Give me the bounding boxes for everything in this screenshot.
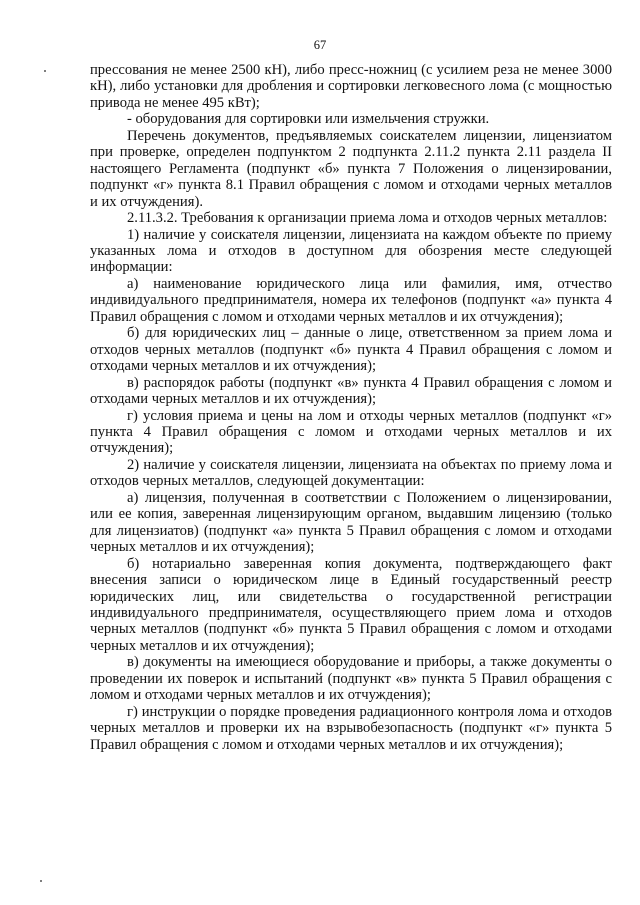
paragraph-item-1b: б) для юридических лиц – данные о лице, ответственном за прием лома и отходов черных металлов (подпункт «б» пункта 4 Правил обращения с ломом и отходами черных металлов и их отчуждения);	[90, 325, 612, 375]
page-number: 67	[313, 38, 327, 52]
paragraph-item-1a: а) наименование юридического лица или фамилия, имя, отчество индивидуального предпринимателя, номера их телефонов (подпункт «а» пункта 4 Правил обращения с ломом и отходами черных металлов и их отчуждения);	[90, 275, 612, 325]
paragraph-shavings-equipment: - оборудования для сортировки или измельчения стружки.	[127, 111, 490, 128]
paragraph-continuation: прессования не менее 2500 кН), либо пресс-ножниц (с усилием реза не менее 3000 кН), либо установки для дробления и сортировки легковесного лома (с мощностью привода не менее 495 кВт);	[90, 62, 612, 111]
paragraph-item-2v: в) документы на имеющиеся оборудование и приборы, а также документы о проведении их поверок и испытаний (подпункт «в» пункта 5 Правил обращения с ломом и отходами черных металлов и их отчуждения);	[90, 654, 612, 704]
paragraph-item-2a: а) лицензия, полученная в соответствии с Положением о лицензировании, или ее копия, заверенная лицензирующим органом, выдавшим лицензию (только для лицензиатов) (подпункт «а» пункта 5 Правил обращения с ломом и отходами черных металлов и их отчуждения);	[90, 489, 612, 556]
paragraph-section-2-11-3-2: 2.11.3.2. Требования к организации приема лома и отходов черных металлов:	[127, 210, 608, 227]
document-body	[90, 62, 612, 753]
paragraph-item-2: 2) наличие у соискателя лицензии, лицензиата на объектах по приему лома и отходов черных металлов, следующей документации:	[90, 456, 612, 490]
scan-speck	[40, 880, 42, 882]
paragraph-item-1: 1) наличие у соискателя лицензии, лицензиата на каждом объекте по приему указанных лома и отходов в доступном для обозрения месте следующей информации:	[90, 226, 612, 276]
paragraph-item-2b: б) нотариально заверенная копия документа, подтверждающего факт внесения записи о юридическом лице в Единый государственный реестр юридических лиц, или свидетельства о государственной регистрации индивидуального предпринимателя, осуществляющего прием лома и отходов черных металлов (подпункт «б» пункта 5 Правил обращения с ломом и отходами черных металлов и их отчуждения);	[90, 555, 612, 654]
paragraph-document-list: Перечень документов, предъявляемых соискателем лицензии, лицензиатом при проверке, определен подпунктом 2 подпункта 2.11.2 пункта 2.11 раздела II настоящего Регламента (подпункт «б» пункта 7 Положения о лицензировании, подпункт «г» пункта 8.1 Правил обращения с ломом и отходами черных металлов и их отчуждения).	[90, 127, 612, 210]
scan-speck	[44, 70, 46, 72]
paragraph-item-1g: г) условия приема и цены на лом и отходы черных металлов (подпункт «г» пункта 4 Правил обращения с ломом и отходами черных металлов и их отчуждения);	[90, 407, 612, 457]
paragraph-item-1v: в) распорядок работы (подпункт «в» пункта 4 Правил обращения с ломом и отходами черных металлов и их отчуждения);	[90, 374, 612, 408]
paragraph-item-2g: г) инструкции о порядке проведения радиационного контроля лома и отходов черных металлов и проверки их на взрывобезопасность (подпункт «г» пункта 5 Правил обращения с ломом и отходами черных металлов и их отчуждения);	[90, 703, 612, 753]
